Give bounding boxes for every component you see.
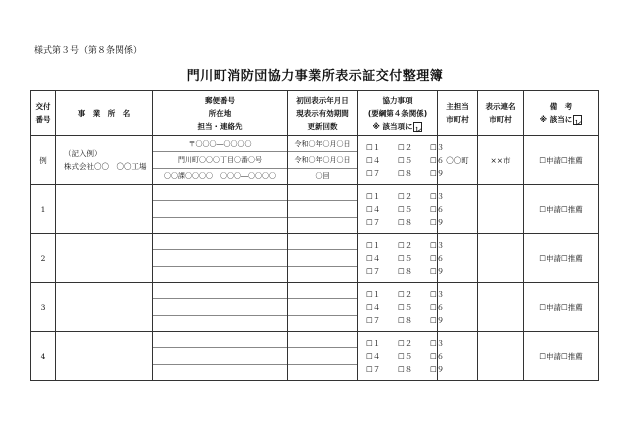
- header-main-town: 主担当 市町村: [438, 91, 478, 136]
- checkmark-icon: レ: [573, 115, 582, 125]
- row-no: 2: [31, 234, 56, 283]
- table-row: [31, 185, 599, 234]
- example-postal-address-contact: 〒〇〇〇―〇〇〇〇 門川町〇〇〇丁目〇番〇号 〇〇課〇〇〇〇 〇〇〇―〇〇〇〇: [153, 136, 288, 185]
- example-dates: 令和〇年〇月〇日 令和〇年〇月〇日 〇回: [288, 136, 358, 185]
- table-row: [31, 332, 599, 381]
- page-title: 門川町消防団協力事業所表示証交付整理簿: [186, 69, 444, 84]
- example-cooperation-checkboxes[interactable]: ☐１ ☐２ ☐３ ☐４ ☐５ ☐６ ☐７ ☐８ ☐９: [358, 136, 438, 185]
- business-name-cell[interactable]: [56, 332, 153, 381]
- header-no: 交付 番号: [31, 91, 56, 136]
- dates-cell[interactable]: [288, 234, 358, 283]
- header-display-town: 表示連名 市町村: [478, 91, 524, 136]
- example-row: [31, 136, 599, 185]
- business-name-cell[interactable]: [56, 234, 153, 283]
- display-town-cell[interactable]: [478, 234, 524, 283]
- example-business-name: （記入例） 株式会社〇〇 〇〇工場: [56, 136, 153, 185]
- remarks-checkboxes[interactable]: ☐申請☐推薦: [524, 185, 599, 234]
- register-table: [30, 90, 599, 381]
- table-row: [31, 234, 599, 283]
- remarks-checkboxes[interactable]: ☐申請☐推薦: [524, 283, 599, 332]
- display-town-cell[interactable]: [478, 332, 524, 381]
- business-name-cell[interactable]: [56, 283, 153, 332]
- header-postal-address-contact: 郵便番号 所在地 担当・連絡先: [153, 91, 288, 136]
- display-town-cell[interactable]: [478, 283, 524, 332]
- row-no: 3: [31, 283, 56, 332]
- business-name-cell[interactable]: [56, 185, 153, 234]
- cooperation-checkboxes[interactable]: ☐１ ☐２ ☐３ ☐４ ☐５ ☐６ ☐７ ☐８ ☐９: [358, 332, 438, 381]
- example-no: 例: [31, 136, 56, 185]
- row-no: 4: [31, 332, 56, 381]
- header-row: [31, 91, 599, 136]
- table-row: [31, 283, 599, 332]
- remarks-checkboxes[interactable]: ☐申請☐推薦: [524, 234, 599, 283]
- example-main-town: 〇〇町: [438, 136, 478, 185]
- checkmark-icon: レ: [413, 122, 422, 132]
- header-remarks: 備 考 ※ 該当に レ: [524, 91, 599, 136]
- cooperation-checkboxes[interactable]: ☐１ ☐２ ☐３ ☐４ ☐５ ☐６ ☐７ ☐８ ☐９: [358, 185, 438, 234]
- header-dates: 初回表示年月日 現表示有効期間 更新回数: [288, 91, 358, 136]
- row-no: 1: [31, 185, 56, 234]
- postal-address-contact-cell[interactable]: [153, 283, 288, 332]
- remarks-checkboxes[interactable]: ☐申請☐推薦: [524, 332, 599, 381]
- postal-address-contact-cell[interactable]: [153, 234, 288, 283]
- postal-address-contact-cell[interactable]: [153, 332, 288, 381]
- dates-cell[interactable]: [288, 332, 358, 381]
- cooperation-checkboxes[interactable]: ☐１ ☐２ ☐３ ☐４ ☐５ ☐６ ☐７ ☐８ ☐９: [358, 234, 438, 283]
- example-display-town: ××市: [478, 136, 524, 185]
- example-remarks[interactable]: ☐申請☐推薦: [524, 136, 599, 185]
- cooperation-checkboxes[interactable]: ☐１ ☐２ ☐３ ☐４ ☐５ ☐６ ☐７ ☐８ ☐９: [358, 283, 438, 332]
- postal-address-contact-cell[interactable]: [153, 185, 288, 234]
- header-cooperation: 協力事項 (要綱第４条関係) ※ 該当項に レ: [358, 91, 438, 136]
- dates-cell[interactable]: [288, 283, 358, 332]
- display-town-cell[interactable]: [478, 185, 524, 234]
- form-number: 様式第３号（第８条関係）: [34, 46, 143, 56]
- dates-cell[interactable]: [288, 185, 358, 234]
- header-business-name: 事 業 所 名: [56, 91, 153, 136]
